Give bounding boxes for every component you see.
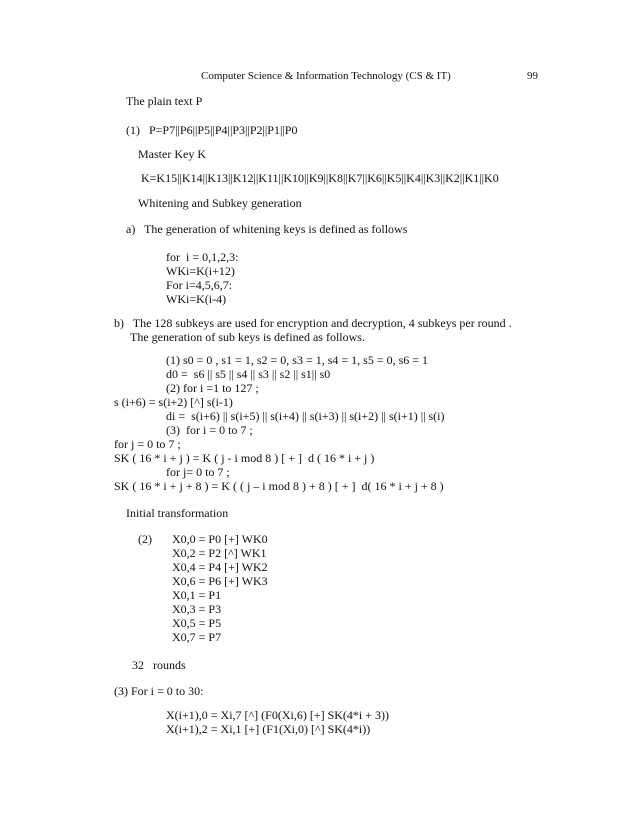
subkey-code-line: SK ( 16 * i + j + 8 ) = K ( ( j – i mod 8 ) + 8 ) [ + ] d( 16 * i + j + 8 ) bbox=[114, 479, 444, 493]
subkey-code-line: d0 = s6 || s5 || s4 || s3 || s2 || s1|| s0 bbox=[166, 367, 331, 381]
subkey-code-line: di = s(i+6) || s(i+5) || s(i+4) || s(i+3) || s(i+2) || s(i+1) || s(i) bbox=[166, 409, 445, 423]
initial-code-line: X0,5 = P5 bbox=[172, 616, 222, 630]
initial-transformation-heading: Initial transformation bbox=[126, 506, 229, 520]
subkey-code-line: (1) s0 = 0 , s1 = 1, s2 = 0, s3 = 1, s4 = 1, s5 = 0, s6 = 1 bbox=[166, 353, 429, 367]
initial-code-line: X0,3 = P3 bbox=[172, 602, 222, 616]
subkey-code-line: SK ( 16 * i + j ) = K ( j - i mod 8 ) [ + ] d ( 16 * i + j ) bbox=[114, 451, 375, 465]
initial-code-line: X0,2 = P2 [^] WK1 bbox=[172, 546, 267, 560]
rounds-for-line: (3) For i = 0 to 30: bbox=[114, 684, 204, 698]
initial-code-line: X0,0 = P0 [+] WK0 bbox=[172, 532, 268, 546]
whitening-code-line: For i=4,5,6,7: bbox=[166, 278, 233, 292]
initial-code-line: X0,6 = P6 [+] WK3 bbox=[172, 574, 268, 588]
item-a-text: a) The generation of whitening keys is defined as follows bbox=[126, 222, 408, 236]
rounds-code-line: X(i+1),2 = Xi,1 [+] (F1(Xi,0) [^] SK(4*i)) bbox=[166, 722, 371, 736]
subkey-code-line: s (i+6) = s(i+2) [^] s(i-1) bbox=[114, 395, 233, 409]
initial-code-line: X0,4 = P4 [+] WK2 bbox=[172, 560, 268, 574]
initial-code-line: X0,1 = P1 bbox=[172, 588, 222, 602]
whitening-code-line: WKi=K(i+12) bbox=[166, 264, 235, 278]
subkey-code-line: for j = 0 to 7 ; bbox=[114, 437, 181, 451]
subkey-code-line: for j= 0 to 7 ; bbox=[166, 465, 230, 479]
initial-transformation-label: (2) bbox=[138, 532, 152, 546]
rounds-heading: 32 rounds bbox=[132, 658, 186, 672]
page-number: 99 bbox=[527, 70, 538, 82]
master-key-formula: K=K15||K14||K13||K12||K11||K10||K9||K8||K7||K6||K5||K4||K3||K2||K1||K0 bbox=[141, 171, 499, 185]
whitening-code-line: WKi=K(i-4) bbox=[166, 292, 227, 306]
initial-code-line: X0,7 = P7 bbox=[172, 630, 222, 644]
whitening-heading: Whitening and Subkey generation bbox=[138, 196, 302, 210]
running-header: Computer Science & Information Technology (CS & IT) bbox=[201, 70, 451, 82]
plain-text-heading: The plain text P bbox=[126, 94, 203, 108]
master-key-heading: Master Key K bbox=[138, 147, 206, 161]
item-b-text: The generation of sub keys is defined as follows. bbox=[130, 330, 365, 344]
plain-text-formula: (1) P=P7||P6||P5||P4||P3||P2||P1||P0 bbox=[126, 123, 298, 137]
whitening-code-line: for i = 0,1,2,3: bbox=[166, 250, 239, 264]
subkey-code-line: (3) for i = 0 to 7 ; bbox=[166, 423, 253, 437]
subkey-code-line: (2) for i =1 to 127 ; bbox=[166, 381, 259, 395]
item-b-text: b) The 128 subkeys are used for encryption and decryption, 4 subkeys per round . bbox=[114, 316, 512, 330]
rounds-code-line: X(i+1),0 = Xi,7 [^] (F0(Xi,6) [+] SK(4*i + 3)) bbox=[166, 708, 390, 722]
